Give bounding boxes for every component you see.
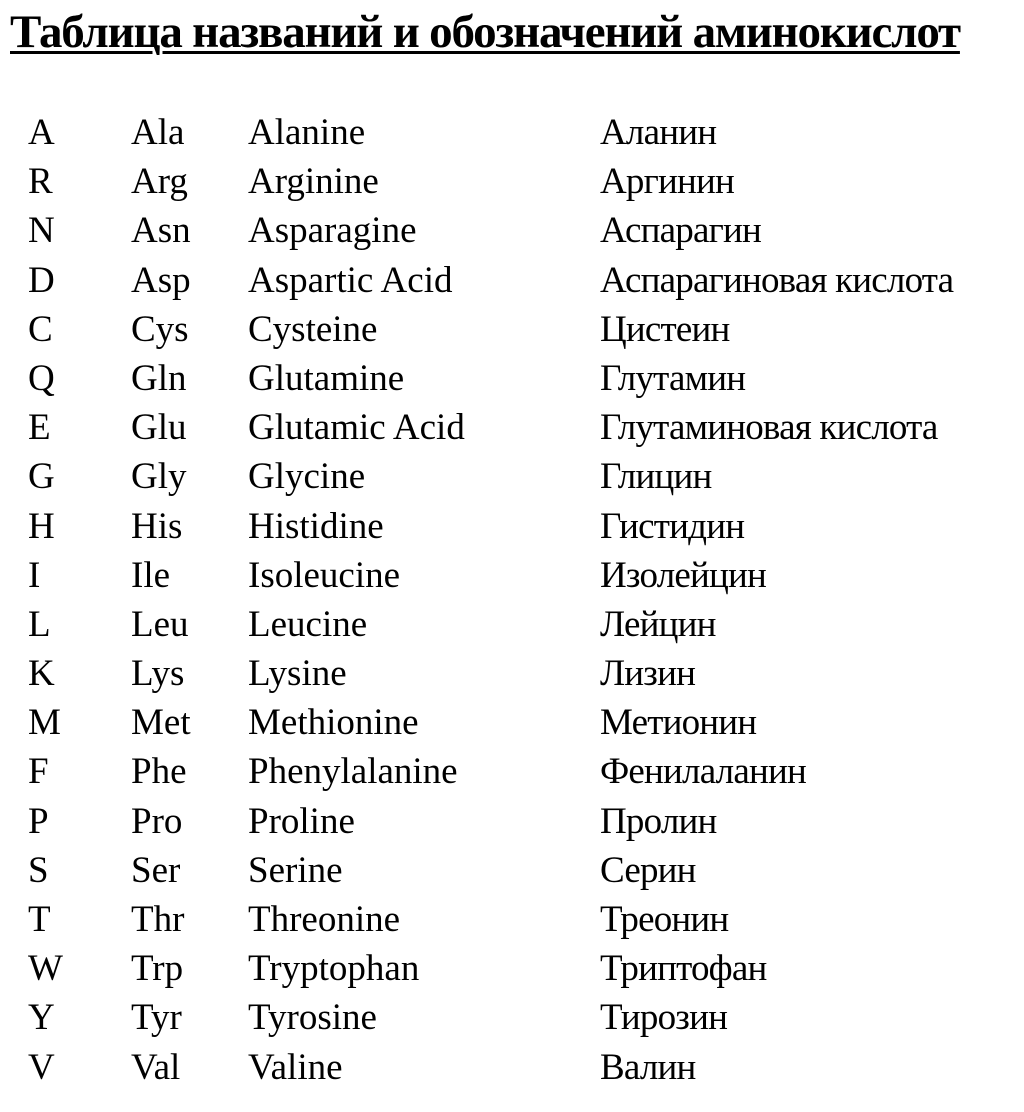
one-letter-code: N [28,210,55,252]
english-name: Valine [248,1046,343,1088]
three-letter-code: Arg [131,161,188,203]
table-row [0,993,1024,1042]
russian-name: Серин [600,849,696,891]
english-name: Tryptophan [248,948,420,990]
russian-name: Глицин [600,456,712,498]
three-letter-code: Gly [131,456,187,498]
one-letter-code: I [28,554,41,596]
table-row [0,206,1024,255]
english-name: Glycine [248,456,366,498]
russian-name: Пролин [600,800,717,842]
one-letter-code: L [28,603,51,645]
table-row [0,256,1024,305]
three-letter-code: Pro [131,800,183,842]
table-row [0,944,1024,993]
one-letter-code: F [28,751,49,793]
one-letter-code: V [28,1046,55,1088]
three-letter-code: Phe [131,751,187,793]
russian-name: Глутаминовая кислота [600,407,938,449]
three-letter-code: Asn [131,210,191,252]
one-letter-code: A [28,112,55,153]
english-name: Isoleucine [248,554,401,596]
one-letter-code: P [28,800,49,842]
english-name: Aspartic Acid [248,259,453,301]
one-letter-code: C [28,308,53,350]
russian-name: Глутамин [600,357,746,399]
three-letter-code: Ser [131,849,181,891]
russian-name: Аланин [600,112,717,153]
table-row [0,649,1024,698]
english-name: Proline [248,800,355,842]
one-letter-code: M [28,702,61,744]
three-letter-code: Val [131,1046,181,1088]
table-row [0,698,1024,747]
amino-acid-table [0,108,1024,1092]
english-name: Methionine [248,702,419,744]
russian-name: Лейцин [600,603,716,645]
russian-name: Гистидин [600,505,745,547]
three-letter-code: Ile [131,554,171,596]
three-letter-code: Lys [131,653,185,695]
three-letter-code: Gln [131,357,187,399]
russian-name: Аспарагин [600,210,761,252]
one-letter-code: T [28,899,51,940]
english-name: Phenylalanine [248,751,458,793]
three-letter-code: Cys [131,308,189,350]
russian-name: Метионин [600,702,757,744]
one-letter-code: S [28,849,49,891]
three-letter-code: Thr [131,899,185,940]
three-letter-code: Trp [131,948,184,990]
table-row [0,600,1024,649]
russian-name: Изолейцин [600,554,767,596]
table-row [0,1043,1024,1092]
english-name: Glutamine [248,357,405,399]
russian-name: Лизин [600,653,696,695]
table-row [0,452,1024,501]
english-name: Arginine [248,161,379,203]
one-letter-code: E [28,407,51,449]
russian-name: Фенилаланин [600,751,806,793]
table-row [0,895,1024,944]
english-name: Cysteine [248,308,378,350]
three-letter-code: Glu [131,407,187,449]
english-name: Lysine [248,653,347,695]
one-letter-code: R [28,161,53,203]
russian-name: Тирозин [600,997,728,1039]
one-letter-code: G [28,456,55,498]
english-name: Glutamic Acid [248,407,465,449]
english-name: Alanine [248,112,366,153]
russian-name: Аргинин [600,161,734,203]
table-row [0,157,1024,206]
table-row [0,403,1024,452]
table-row [0,354,1024,403]
three-letter-code: Leu [131,603,189,645]
three-letter-code: Asp [131,259,191,301]
table-row [0,502,1024,551]
one-letter-code: Q [28,357,55,399]
english-name: Leucine [248,603,368,645]
table-row [0,551,1024,600]
english-name: Threonine [248,899,401,940]
one-letter-code: H [28,505,55,547]
table-row [0,305,1024,354]
one-letter-code: W [28,948,63,990]
page-title: Таблица названий и обозначений аминокислот [10,6,960,58]
english-name: Tyrosine [248,997,377,1039]
russian-name: Аспарагиновая кислота [600,259,954,301]
russian-name: Валин [600,1046,696,1088]
english-name: Asparagine [248,210,417,252]
one-letter-code: D [28,259,55,301]
russian-name: Треонин [600,899,729,940]
russian-name: Триптофан [600,948,767,990]
english-name: Histidine [248,505,384,547]
three-letter-code: His [131,505,183,547]
one-letter-code: K [28,653,55,695]
three-letter-code: Ala [131,112,185,153]
table-row [0,108,1024,157]
one-letter-code: Y [28,997,55,1039]
russian-name: Цистеин [600,308,730,350]
table-row [0,797,1024,846]
three-letter-code: Tyr [131,997,182,1039]
english-name: Serine [248,849,343,891]
table-row [0,846,1024,895]
three-letter-code: Met [131,702,191,744]
table-row [0,747,1024,796]
